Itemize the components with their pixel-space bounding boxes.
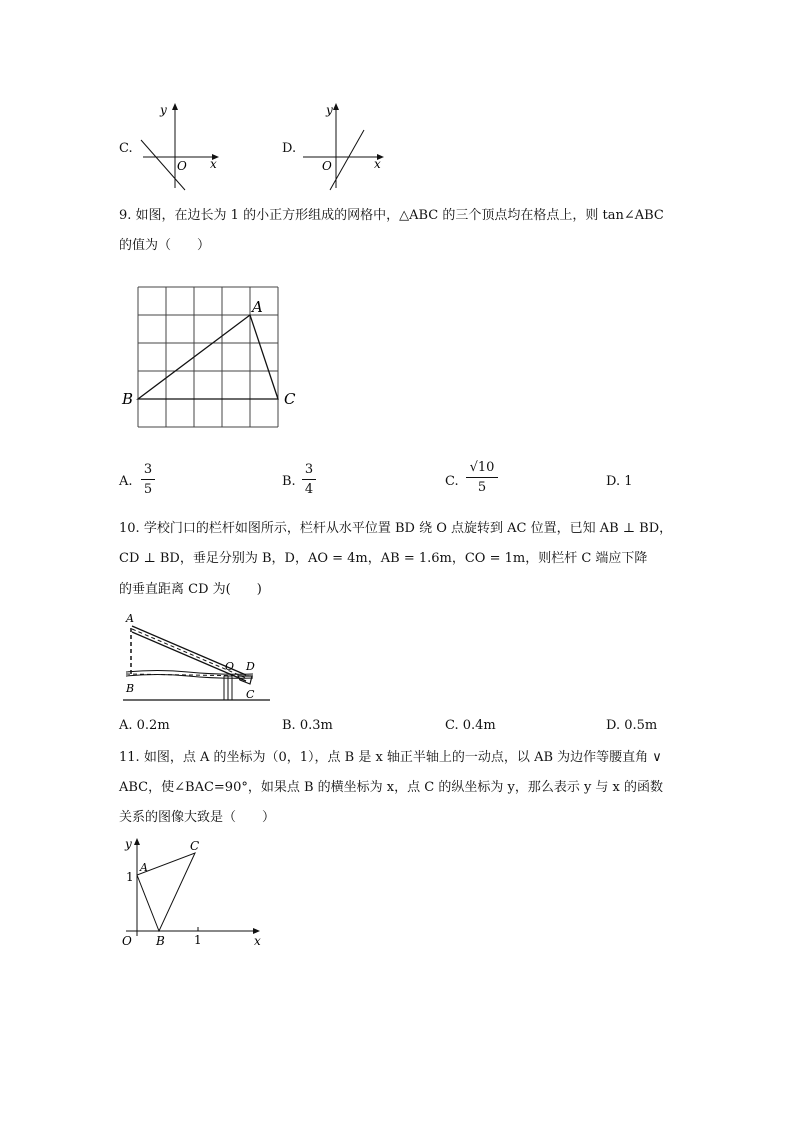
q9-option-c-num: √10 xyxy=(469,460,495,475)
q11-label-c: C xyxy=(190,839,200,853)
q8-c-axis-y: y xyxy=(160,103,167,117)
q9-text-1: 如图，在边长为 1 的小正方形组成的网格中，△ABC 的三个顶点均在格点上，则 tan∠ABC xyxy=(135,208,664,223)
q10-option-c: C. 0.4m xyxy=(445,718,496,733)
q9-option-c-fraction xyxy=(466,460,498,495)
q10-number: 10. xyxy=(119,521,140,536)
q10-label-d: D xyxy=(246,660,255,673)
q9-option-d-text: 1 xyxy=(624,474,633,489)
q10-line3: 的垂直距离 CD 为( ) xyxy=(119,582,262,597)
q8-d-axis-x: x xyxy=(374,157,381,171)
q9-option-c-den: 5 xyxy=(477,480,487,495)
q8-option-c-graph xyxy=(135,100,225,195)
q11-axis-y: y xyxy=(125,837,132,851)
q9-option-b-num: 3 xyxy=(304,462,314,477)
q9-number: 9. xyxy=(119,208,132,223)
q10-label-a: A xyxy=(126,612,134,625)
q9-line2: 的值为（ ） xyxy=(119,238,211,253)
q9-option-a-den: 5 xyxy=(143,482,153,497)
q11-text-1: 如图，点 A 的坐标为（0，1），点 B 是 x 轴正半轴上的一动点，以 AB 为边作等腰直角 ∨ xyxy=(143,750,662,765)
q11-label-b: B xyxy=(156,934,165,948)
q8-option-c-label: C. xyxy=(119,141,133,156)
q9-option-b-key: B. xyxy=(282,474,296,489)
q11-origin: O xyxy=(122,934,132,948)
q9-label-c: C xyxy=(284,390,296,408)
q9-option-a-fraction xyxy=(141,462,155,497)
q9-option-a-key: A. xyxy=(119,474,133,489)
q10-line2: CD ⊥ BD，垂足分别为 B，D，AO = 4m，AB = 1.6m，CO = 1m，则栏杆 C 端应下降 xyxy=(119,551,648,566)
q11-coordinate-figure xyxy=(118,833,268,953)
q11-axis-x: x xyxy=(254,934,261,948)
q9-label-b: B xyxy=(122,390,134,408)
q10-label-c: C xyxy=(246,688,255,701)
q8-c-origin: O xyxy=(177,159,187,173)
q11-label-a: A xyxy=(140,861,148,874)
q8-option-d-graph xyxy=(298,100,388,195)
q10-label-o: O xyxy=(225,660,235,673)
q9-label-a: A xyxy=(252,298,263,316)
q11-line2: ABC，使∠BAC=90°，如果点 B 的横坐标为 x，点 C 的纵坐标为 y，那么表示 y 与 x 的函数 xyxy=(119,780,664,795)
q9-option-b-den: 4 xyxy=(304,482,314,497)
q11-line3: 关系的图像大致是（ ） xyxy=(119,810,276,825)
q10-text-1: 学校门口的栏杆如图所示，栏杆从水平位置 BD 绕 O 点旋转到 AC 位置，已知 AB ⊥ BD， xyxy=(143,521,673,536)
q11-label-one-y: 1 xyxy=(126,870,134,884)
q9-line1 xyxy=(119,207,664,225)
q10-label-b: B xyxy=(126,682,135,695)
q9-option-b-fraction xyxy=(302,462,316,497)
q10-option-b: B. 0.3m xyxy=(282,718,333,733)
q10-option-d: D. 0.5m xyxy=(606,718,658,733)
q8-d-origin: O xyxy=(322,159,332,173)
q11-number: 11. xyxy=(119,750,140,765)
q8-d-axis-y: y xyxy=(326,103,333,117)
q9-grid-figure xyxy=(118,280,308,435)
q8-option-d-label: D. xyxy=(282,141,297,156)
q10-line1 xyxy=(119,520,672,538)
q8-c-axis-x: x xyxy=(210,157,217,171)
q9-option-c-key: C. xyxy=(445,474,459,489)
q9-option-d xyxy=(606,473,633,491)
q11-label-one-x: 1 xyxy=(194,933,202,947)
q10-option-a: A. 0.2m xyxy=(119,718,170,733)
q10-barrier-figure xyxy=(118,608,278,706)
q9-option-a-num: 3 xyxy=(143,462,153,477)
q11-line1 xyxy=(119,749,662,767)
q9-option-d-key: D. xyxy=(606,474,621,489)
